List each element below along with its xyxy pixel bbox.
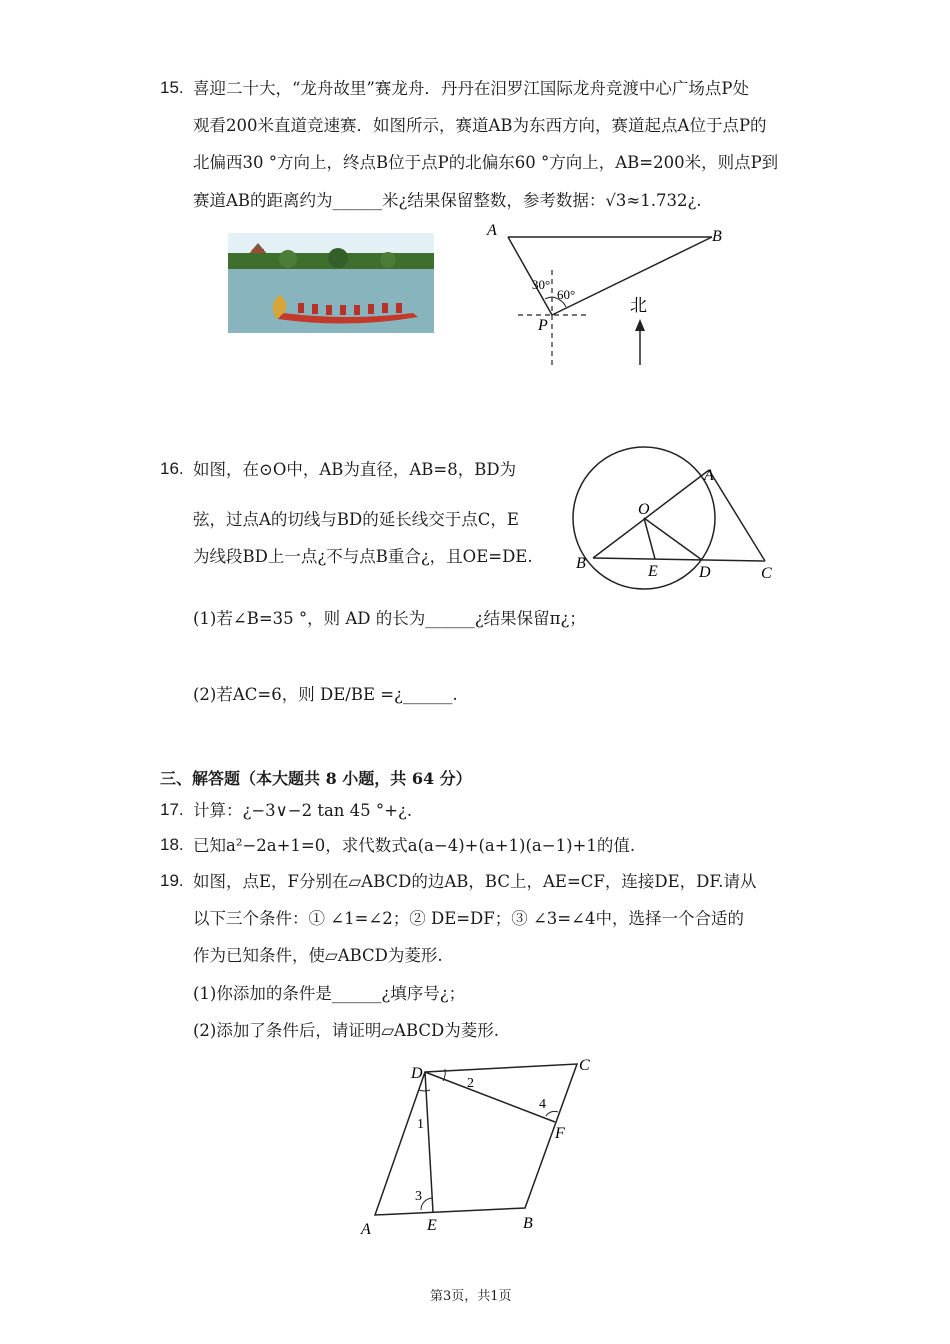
- q15-line-3: 北偏西30 °方向上，终点B位于点P的北偏东60 °方向上，AB=200米，则点P到: [193, 153, 779, 172]
- q19-line-2: 以下三个条件：① ∠1=∠2；② DE=DF；③ ∠3=∠4中，选择一个合适的: [193, 909, 744, 928]
- label-d: D: [411, 1065, 423, 1082]
- q18-text: 已知a²−2a+1=0，求代数式a(a−4)+(a+1)(a−1)+1的值.: [193, 836, 636, 855]
- label-b: B: [576, 555, 586, 572]
- q19-line-3: 作为已知条件，使▱ABCD为菱形.: [193, 946, 443, 965]
- page-footer: 第3页，共1页: [430, 1289, 512, 1304]
- dragon-boat-illustration: [228, 233, 434, 333]
- tangent-ac: [709, 470, 765, 561]
- q16-part-1: (1)若∠B=35 °，则 AD 的长为______¿结果保留π¿；: [193, 609, 586, 628]
- q19-part-1: (1)你添加的条件是______¿填序号¿；: [193, 984, 466, 1003]
- label-b: B: [712, 228, 722, 245]
- segment-de: [425, 1072, 433, 1212]
- q18-number: 18.: [160, 835, 184, 854]
- label-p: P: [538, 317, 548, 334]
- label-2: 2: [467, 1076, 474, 1091]
- angle-30-arc: [545, 297, 552, 299]
- angle-4-arc: [546, 1111, 558, 1116]
- q19-line-1: 如图，点E，F分别在▱ABCD的边AB，BC上，AE=CF，连接DE，DF.请从: [193, 872, 757, 891]
- label-b: B: [523, 1215, 533, 1232]
- line-bc: [593, 558, 765, 561]
- q15-line-2: 观看200米直道竞速赛．如图所示，赛道AB为东西方向，赛道起点A位于点P的: [193, 116, 767, 135]
- angle-1-arc: [419, 1090, 430, 1091]
- segment-ap: [508, 237, 552, 315]
- q16-line-1: 如图，在⊙O中，AB为直径，AB=8，BD为: [193, 460, 517, 479]
- angle-3-arc: [421, 1198, 432, 1210]
- label-a: A: [704, 467, 714, 484]
- section-3-heading: 三、解答题（本大题共 8 小题，共 64 分）: [160, 769, 472, 788]
- label-c: C: [579, 1057, 590, 1074]
- label-a: A: [487, 222, 497, 239]
- q15-figure: [470, 215, 740, 375]
- label-d: D: [699, 564, 711, 581]
- label-60: 60°: [557, 287, 576, 302]
- q16-line-2: 弦，过点A的切线与BD的延长线交于点C，E: [193, 510, 519, 529]
- label-3: 3: [415, 1189, 422, 1204]
- segment-df: [425, 1072, 555, 1122]
- q15-line-1: 喜迎二十大，“龙舟故里”赛龙舟．丹丹在汨罗江国际龙舟竞渡中心广场点P处: [193, 79, 749, 98]
- label-f: F: [555, 1125, 565, 1142]
- label-e: E: [427, 1217, 437, 1234]
- q15-line-4: 赛道AB的距离约为______米¿结果保留整数，参考数据：√3≈1.732¿.: [193, 191, 702, 210]
- north-arrow-icon: [635, 319, 645, 331]
- q16-part-2: (2)若AC=6，则 DE/BE =¿______.: [193, 685, 458, 704]
- q19-number: 19.: [160, 871, 184, 890]
- segment-od: [644, 518, 702, 560]
- q17-number: 17.: [160, 800, 184, 819]
- label-o: O: [638, 501, 650, 518]
- label-c: C: [761, 565, 772, 582]
- label-e: E: [648, 563, 658, 580]
- label-1: 1: [417, 1117, 424, 1132]
- q19-part-2: (2)添加了条件后，请证明▱ABCD为菱形.: [193, 1021, 500, 1040]
- dragon-boat-photo: [228, 233, 434, 333]
- parallelogram-abcd: [375, 1064, 577, 1215]
- label-north: 北: [630, 296, 647, 315]
- q17-text: 计算：¿−3∨−2 tan 45 °+¿.: [193, 801, 413, 820]
- q16-number: 16.: [160, 459, 184, 478]
- label-a: A: [361, 1221, 371, 1238]
- label-30: 30°: [532, 277, 551, 292]
- q16-figure: [560, 440, 790, 590]
- label-4: 4: [539, 1097, 546, 1112]
- q19-figure: [355, 1050, 605, 1240]
- q15-number: 15.: [160, 78, 184, 97]
- q16-line-3: 为线段BD上一点¿不与点B重合¿，且OE=DE.: [193, 547, 533, 566]
